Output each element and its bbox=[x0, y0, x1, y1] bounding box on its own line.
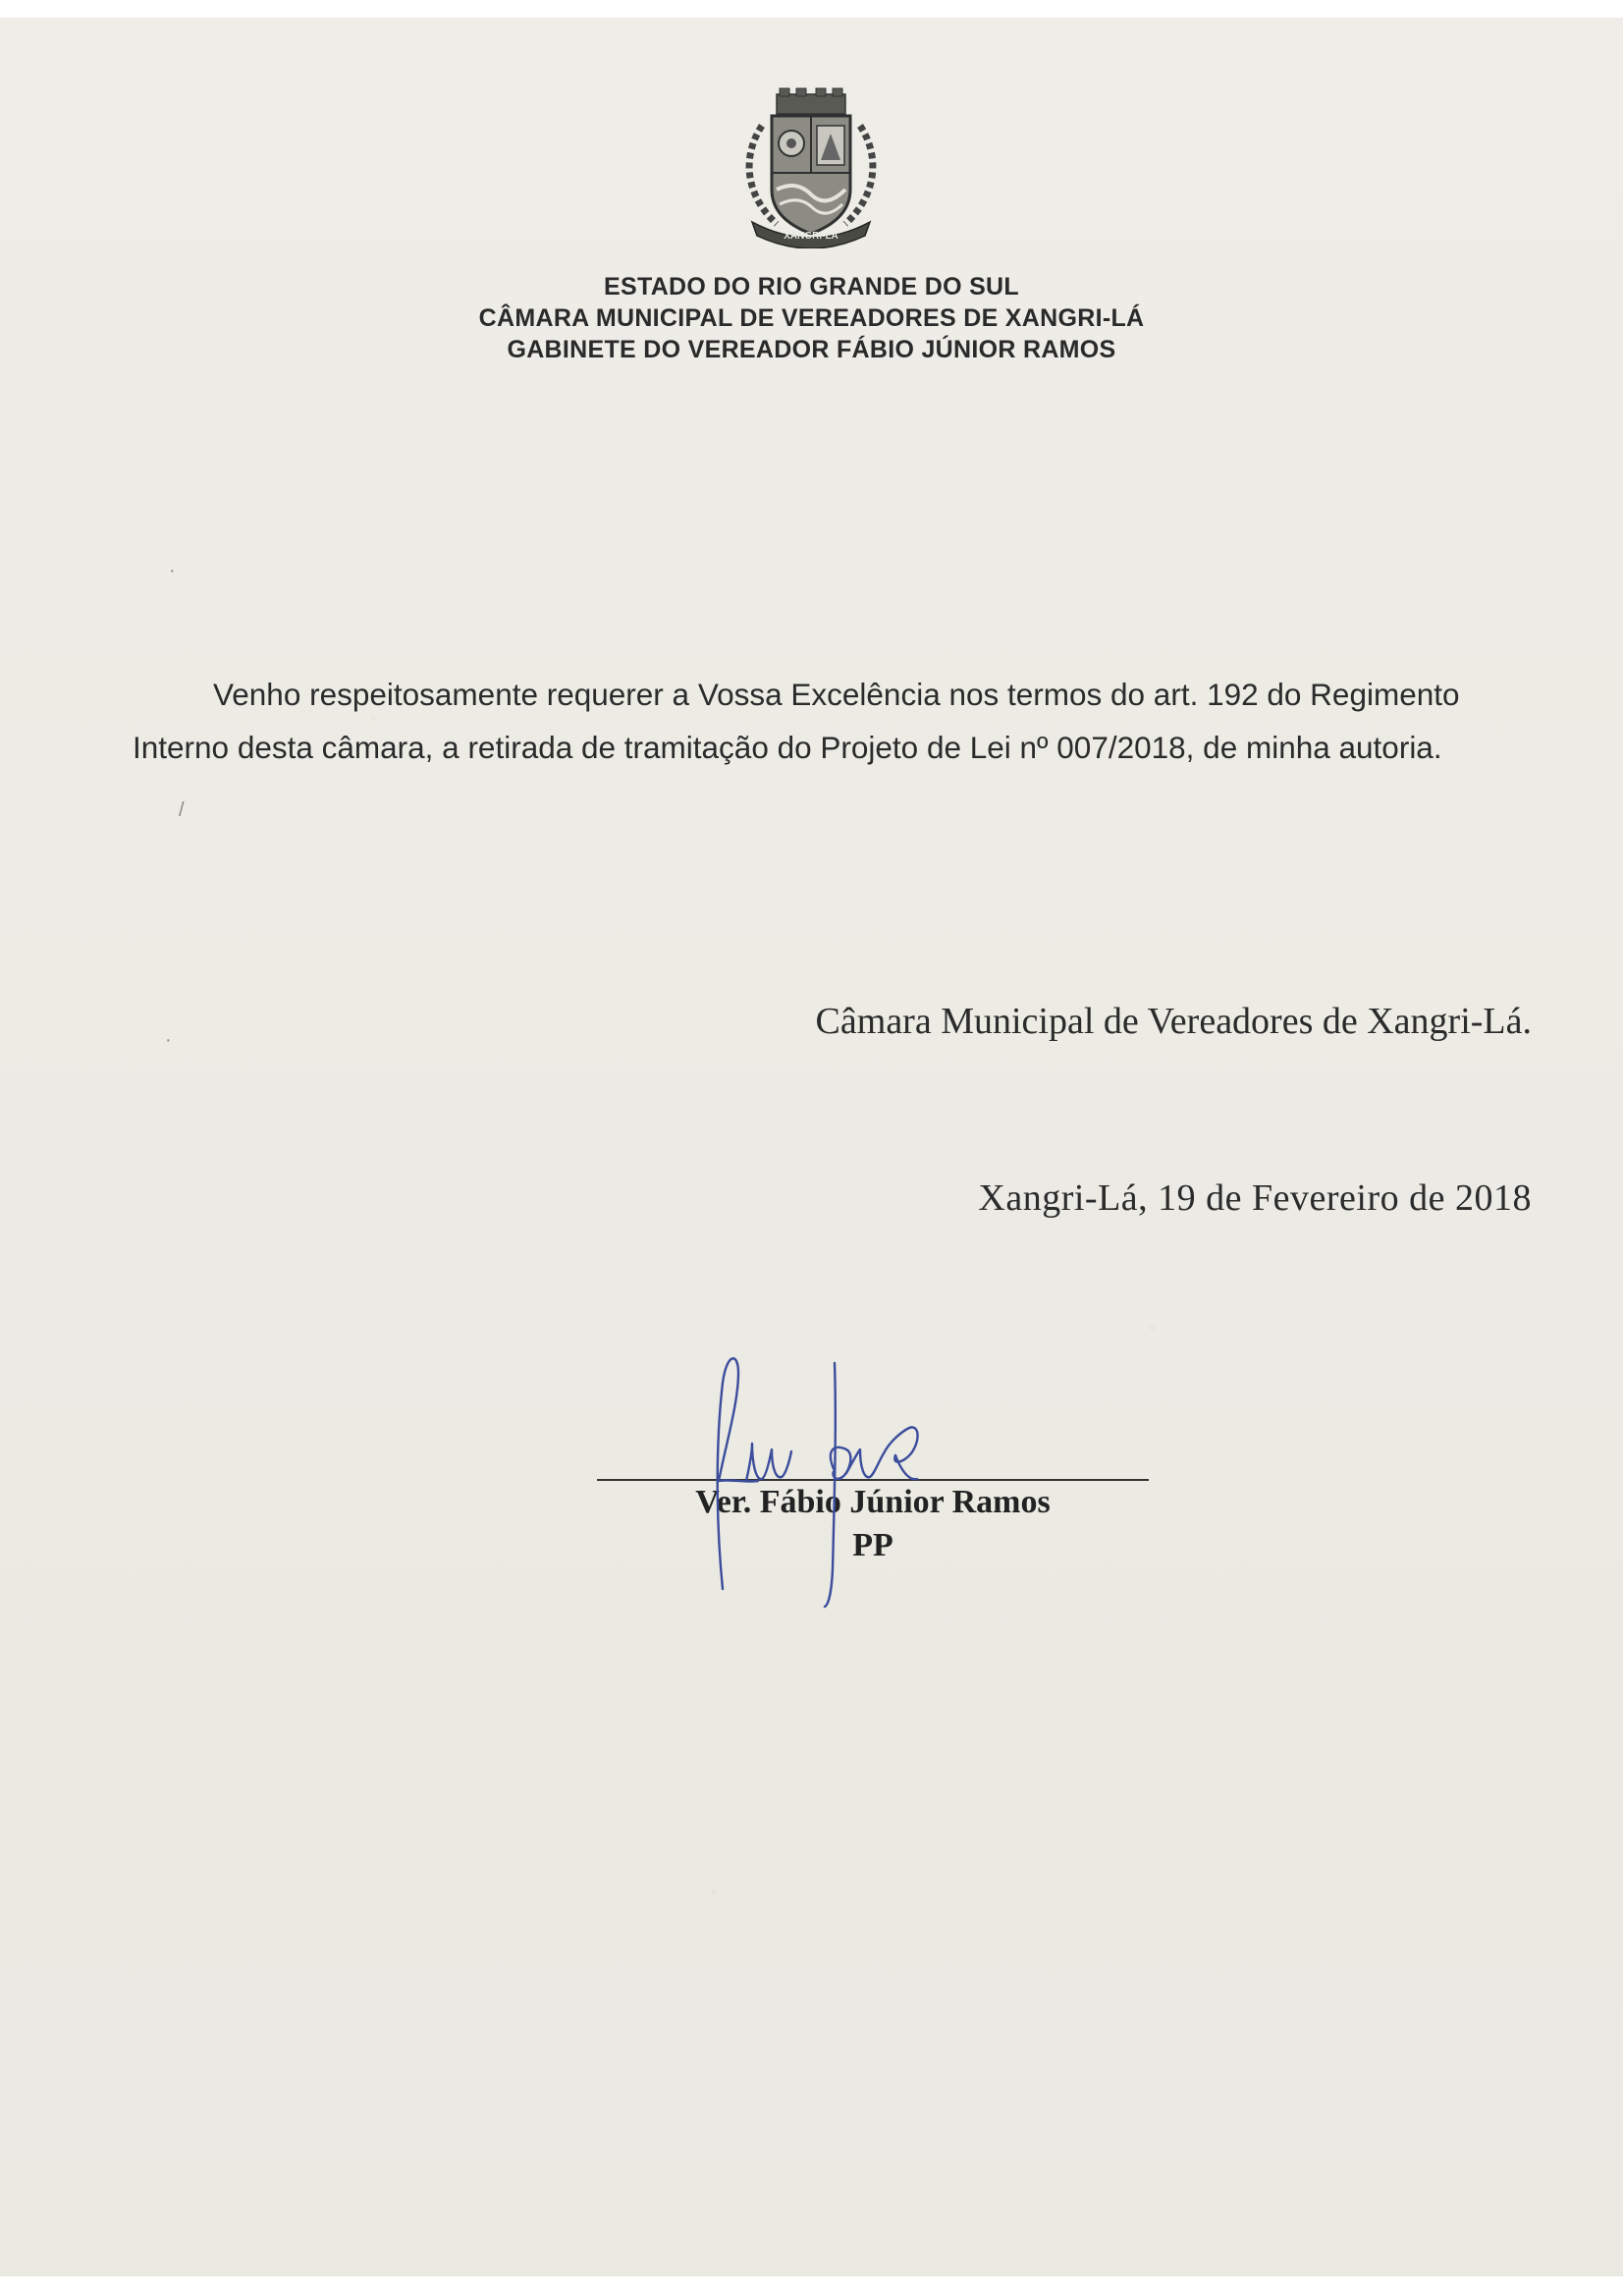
signer-block bbox=[589, 1481, 1157, 1567]
scan-speck: · bbox=[165, 1029, 172, 1051]
scan-speck: · bbox=[169, 560, 176, 581]
request-line-2: Interno desta câmara, a retirada de tramitação do Projeto de Lei nº 007/2018, de minha autoria. bbox=[133, 730, 1442, 765]
closing-line: Câmara Municipal de Vereadores de Xangri-Lá. bbox=[815, 1001, 1532, 1042]
scan-speck: / bbox=[179, 799, 185, 821]
letterhead-office: GABINETE DO VEREADOR FÁBIO JÚNIOR RAMOS bbox=[507, 336, 1116, 363]
letterhead-state: ESTADO DO RIO GRANDE DO SUL bbox=[604, 273, 1019, 301]
coat-of-arms-icon bbox=[723, 86, 899, 248]
letterhead-chamber: CÂMARA MUNICIPAL DE VEREADORES DE XANGRI-LÁ bbox=[478, 304, 1145, 332]
date-line: Xangri-Lá, 19 de Fevereiro de 2018 bbox=[978, 1177, 1532, 1219]
letterhead bbox=[0, 271, 1623, 365]
handwritten-signature-icon bbox=[687, 1334, 1001, 1609]
request-line-1: Venho respeitosamente requerer a Vossa Excelência nos termos do art. 192 do Regimento bbox=[213, 677, 1460, 712]
request-paragraph bbox=[133, 668, 1537, 774]
crest-banner-text: XANGRI-LÁ bbox=[784, 231, 839, 242]
signer-party: PP bbox=[852, 1527, 893, 1563]
signer-name: Ver. Fábio Júnior Ramos bbox=[695, 1484, 1051, 1520]
document-page bbox=[0, 18, 1623, 2276]
